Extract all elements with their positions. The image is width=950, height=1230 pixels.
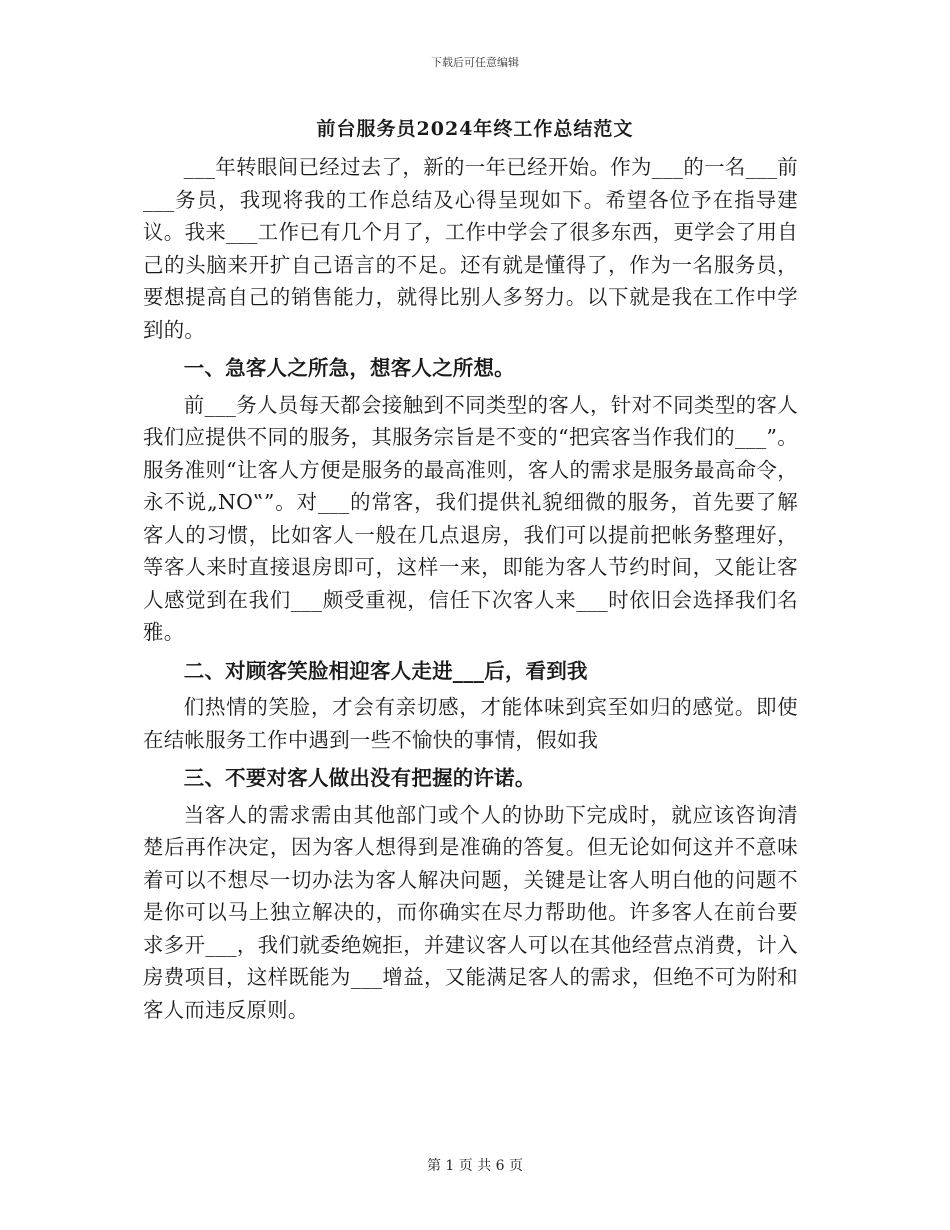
document-title: 前台服务员2024年终工作总结范文 [316, 118, 634, 140]
section-heading-3: 三、不要对客人做出没有把握的许诺。 [183, 766, 536, 790]
section-heading-1: 一、急客人之所急，想客人之所想。 [183, 356, 515, 380]
page-number-footer: 第 1 页 共 6 页 [426, 1158, 524, 1174]
header-note: 下载后可任意编辑 [431, 56, 519, 69]
section-1-paragraph: 前___务人员每天都会接触到不同类型的客人，针对不同类型的客人我们应提供不同的服务，其服务宗旨是不变的“把宾客当作我们的___”。服务准则“让客人方便是服务的最高准则，客人的需求是服务最高命令，永不说„NO‟”。对___的常客，我们提供礼貌细微的服务，首先要了解客人的习惯，比如客人一般在几点退房，我们可以提前把帐务整理好，等客人来时直接退房即可，这样一来，即能为客人节约时间，又能让客人感觉到在我们___颇受重视，信任下次客人来___时依旧会选择我们名雅。 [143, 392, 798, 644]
section-3-paragraph: 当客人的需求需由其他部门或个人的协助下完成时，就应该咨询清楚后再作决定，因为客人想得到是准确的答复。但无论如何这并不意味着可以不想尽一切办法为客人解决问题，关键是让客人明白他的问题不是你可以马上独立解决的，而你确实在尽力帮助他。许多客人在前台要求多开___，我们就委绝婉拒，并建议客人可以在其他经营点消费，计入房费项目，这样既能为___增益，又能满足客人的需求，但绝不可为附和客人而违反原则。 [143, 802, 798, 1022]
intro-paragraph: ___年转眼间已经过去了，新的一年已经开始。作为___的一名___前___务员，我现将我的工作总结及心得呈现如下。希望各位予在指导建议。我来___工作已有几个月了，工作中学会了很多东西，更学会了用自己的头脑来开扩自己语言的不足。还有就是懂得了，作为一名服务员，要想提高自己的销售能力，就得比别人多努力。以下就是我在工作中学到的。 [143, 155, 798, 342]
section-heading-2: 二、对顾客笑脸相迎客人走进___后，看到我 [183, 658, 588, 683]
document-body [143, 151, 798, 1026]
section-2-paragraph: 们热情的笑脸，才会有亲切感，才能体味到宾至如归的感觉。即使在结帐服务工作中遇到一些不愉快的事情，假如我 [143, 695, 798, 752]
